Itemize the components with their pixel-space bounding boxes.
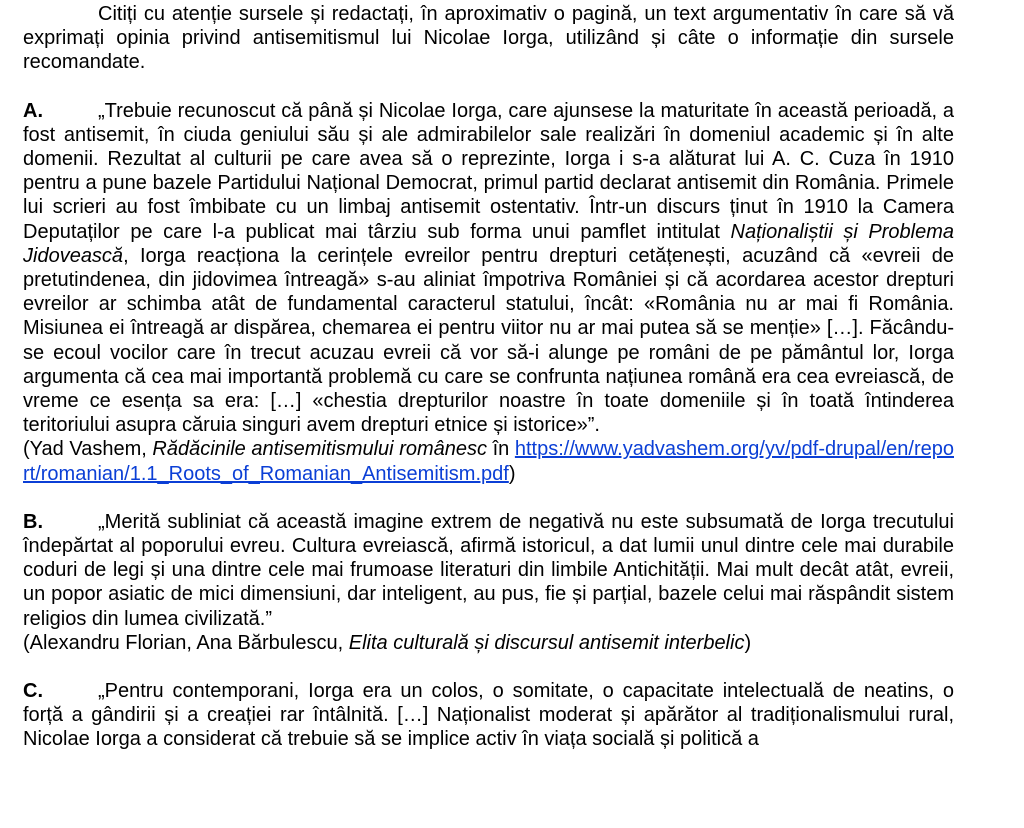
source-c [23, 679, 954, 752]
source-c-body: „Pentru contemporani, Iorga era un colos, o somitate, o capacitate intelectuală de neatins, o forță a gândirii și a creației rar întâlnită. […] Naționalist moderat și apărător al tradiționalismului rural, Nicolae Iorga a considerat că trebuie să se implice activ în viața socială și politică a [23, 680, 954, 751]
instructions-paragraph: Citiți cu atenție sursele și redactați, în aproximativ o pagină, un text argumentativ în care să vă exprimați opinia privind antisemitismul lui Nicolae Iorga, utilizând și câte o informație din sursele recomandate. [23, 3, 954, 74]
source-a-citation-title: Rădăcinile antisemitismului românesc [152, 438, 488, 461]
source-a-citation-prefix: (Yad Vashem, [23, 438, 153, 461]
source-a-citation [23, 437, 954, 485]
source-a-link[interactable]: https://www.yadvashem.org/yv/pdf-drupal/en/report/romanian/1.1_Roots_of_Romanian_Antisemitism.pdf [23, 438, 954, 485]
source-b-body: „Merită subliniat că această imagine extrem de negativă nu este subsumată de Iorga trecutului îndepărtat al poporului evreu. Cultura evreiască, afirmă istoricul, a dat lumii unul dintre cele mai durabile coduri de legi și una dintre cele mai frumoase literaturi din limbile Antichității. Mai mult decât atât, evreii, un popor asiatic de mici dimensiuni, dar inteligent, au pus, fie și parțial, bazele celui mai răspândit sistem religios din lumea civilizată.” [23, 510, 954, 630]
source-c-text [23, 679, 954, 752]
source-a-citation-suffix: ) [508, 462, 516, 485]
source-b [23, 510, 954, 655]
source-b-citation [23, 631, 954, 655]
source-a-text-part2: , Iorga reacționa la cerințele evreilor pentru drepturi cetățenești, acuzând că «evreii de pretutindenea, din jidovimea întreagă» s-au aliniat împotriva României și că acordarea acestor drepturi evreilor ar schimba atât de fundamental caracterul statului, încât: «România nu ar mai fi România. Misiunea ei întreagă ar dispărea, chemarea ei pentru viitor nu ar mai putea să se menție» […]. Făcându-se ecoul vocilor care în trecut acuzau evreii că vor să-i alunge pe români de pe pământul lor, Iorga argumenta că cea mai importantă problemă cu care se confrunta națiunea română era cea evreiască, de vreme ce esența sa era: […] «chestia drepturilor noastre în toate domeniile și în toată întinderea teritoriului asupra căruia singuri avem drepturi etnice și istorice»”. [23, 244, 954, 437]
source-a-text-part1: „Trebuie recunoscut că până și Nicolae Iorga, care ajunsese la maturitate în această perioadă, a fost antisemit, în ciuda geniului său și ale admirabilelor sale realizări în domeniul academic și în alte domenii. Rezultat al culturii pe care avea să o reprezinte, Iorga i s-a alăturat lui A. C. Cuza în 1910 pentru a pune bazele Partidului Național Democrat, primul partid declarat antisemit din România. Primele lui scrieri au fost îmbibate cu un limbaj antisemit ostentativ. Într-un discurs ținut în 1910 la Camera Deputaților pe care l-a publicat mai târziu sub forma unui pamflet intitulat [23, 99, 954, 243]
source-b-citation-prefix: (Alexandru Florian, Ana Bărbulescu, [23, 631, 349, 654]
source-b-label: B. [23, 510, 43, 533]
source-a-text [23, 99, 954, 438]
source-b-citation-title: Elita culturală și discursul antisemit interbelic [348, 631, 745, 654]
spacer [23, 486, 954, 510]
spacer [23, 75, 954, 99]
document-page [23, 2, 954, 752]
source-b-citation-suffix: ) [744, 631, 752, 654]
source-b-text [23, 510, 954, 631]
source-a [23, 99, 954, 486]
spacer [23, 655, 954, 679]
source-a-pamphlet-title: Naționaliștii și Problema Jidovească [23, 220, 955, 267]
source-a-citation-mid: în [487, 438, 515, 461]
source-a-label: A. [23, 99, 43, 122]
source-c-label: C. [23, 680, 43, 703]
